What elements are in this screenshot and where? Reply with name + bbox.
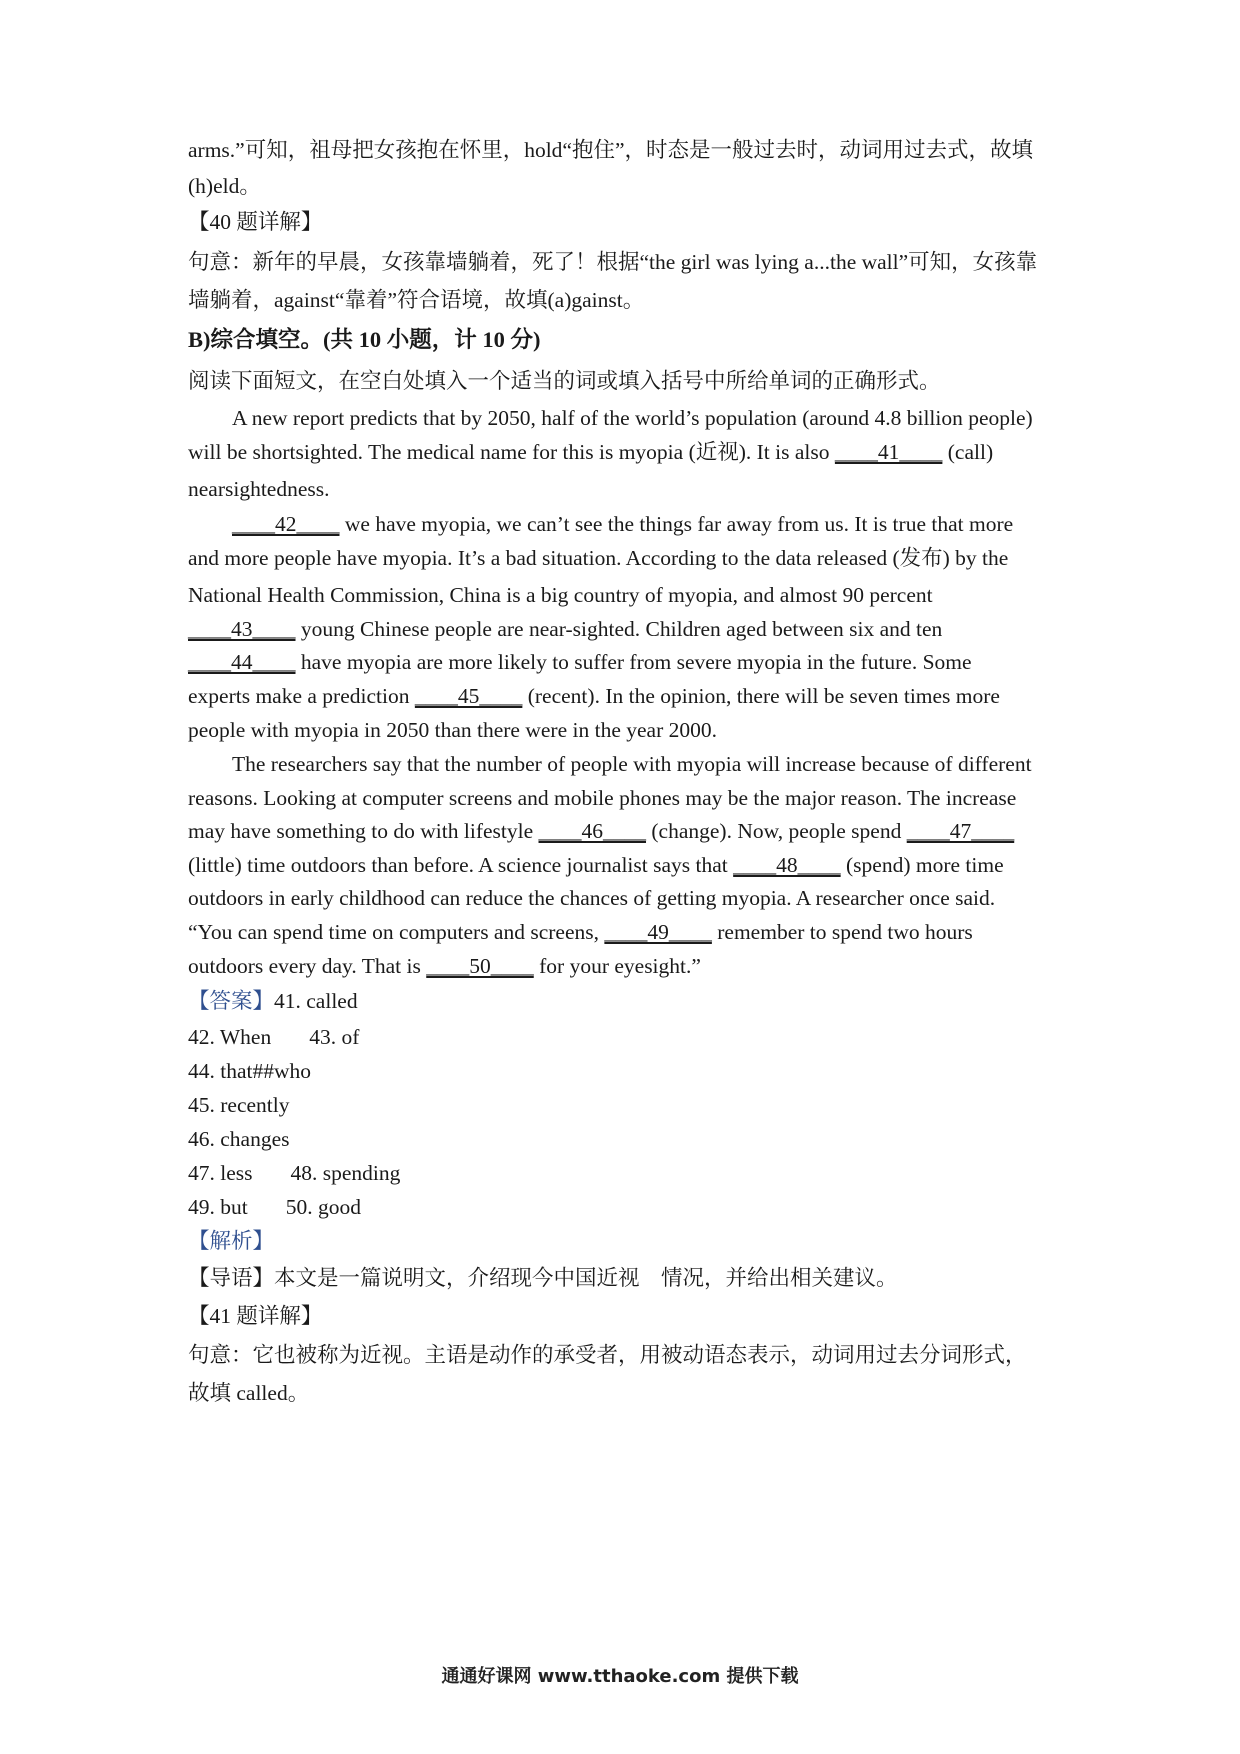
explanation-line: 故填 called。 xyxy=(188,1381,310,1405)
q41-heading: 【41 题详解】 xyxy=(188,1304,323,1328)
passage-line xyxy=(188,855,1004,877)
answer-label: 【答案】 xyxy=(188,989,275,1013)
passage-text: we have myopia, we can’t see the things far away from us. It is true that more xyxy=(339,512,1014,536)
answer-line xyxy=(188,991,358,1013)
passage-text: for your eyesight.” xyxy=(533,954,701,978)
passage-text: young Chinese people are near-sighted. Children aged between six and ten xyxy=(295,617,943,641)
answer-line xyxy=(188,1197,361,1219)
passage-line xyxy=(188,686,1000,708)
blank-47: ____47____ xyxy=(906,819,1015,843)
blank-50: ____50____ xyxy=(426,954,534,978)
passage-line: reasons. Looking at computer screens and mobile phones may be the major reason. The increase xyxy=(188,786,1017,810)
answer-item: 47. less xyxy=(188,1161,253,1185)
answer-item: 44. that##who xyxy=(188,1059,312,1083)
passage-text: (spend) more time xyxy=(840,853,1004,877)
passage-line: A new report predicts that by 2050, half of the world’s population (around 4.8 billion people) xyxy=(232,406,1033,430)
passage-text: remember to spend two hours xyxy=(711,920,973,944)
passage-text: experts make a prediction xyxy=(188,684,415,708)
answer-line xyxy=(188,1163,400,1185)
answer-line xyxy=(188,1027,359,1049)
explanation-line: 墙躺着，against“靠着”符合语境，故填(a)gainst。 xyxy=(188,288,645,312)
explanation-line: arms.”可知，祖母把女孩抱在怀里，hold“抱住”，时态是一般过去时，动词用过去式，故填 xyxy=(188,138,1034,162)
blank-44: ____44____ xyxy=(188,650,296,674)
passage-text: (change). Now, people spend xyxy=(646,819,907,843)
blank-49: ____49____ xyxy=(604,920,712,944)
passage-line xyxy=(188,442,993,464)
passage-text: will be shortsighted. The medical name for this is myopia (近视). It is also xyxy=(188,440,835,464)
blank-41: ____41____ xyxy=(834,440,943,464)
section-instruction: 阅读下面短文，在空白处填入一个适当的词或填入括号中所给单词的正确形式。 xyxy=(188,369,941,393)
answer-item: 45. recently xyxy=(188,1093,290,1117)
passage-text: outdoors every day. That is xyxy=(188,954,427,978)
explanation-line: (h)eld。 xyxy=(188,174,261,198)
section-title: B)综合填空。(共 10 小题，计 10 分) xyxy=(188,327,541,352)
passage-text: have myopia are more likely to suffer from severe myopia in the future. Some xyxy=(295,650,972,674)
passage-line xyxy=(188,619,942,641)
passage-text: (call) xyxy=(942,440,994,464)
explanation-line: 句意：它也被称为近视。主语是动作的承受者，用被动语态表示，动词用过去分词形式， xyxy=(188,1343,1027,1367)
blank-42: ____42____ xyxy=(232,512,340,536)
page-footer: 通通好课网 www.tthaoke.com 提供下载 xyxy=(441,1666,799,1687)
passage-line xyxy=(188,821,1014,843)
passage-line: people with myopia in 2050 than there were in the year 2000. xyxy=(188,718,717,742)
passage-line xyxy=(188,652,972,674)
passage-text: “You can spend time on computers and screens, xyxy=(188,920,605,944)
answer-item: 49. but xyxy=(188,1195,248,1219)
answer-item: 43. of xyxy=(309,1025,360,1049)
passage-text: may have something to do with lifestyle xyxy=(188,819,539,843)
passage-line: nearsightedness. xyxy=(188,477,330,501)
passage-text: (recent). In the opinion, there will be seven times more xyxy=(522,684,1000,708)
explanation-line: 句意：新年的早晨，女孩靠墙躺着，死了！根据“the girl was lying a...the wall”可知，女孩靠 xyxy=(188,250,1038,274)
passage-line: The researchers say that the number of people with myopia will increase because of different xyxy=(232,752,1032,776)
answer-item: 48. spending xyxy=(290,1161,401,1185)
passage-line: outdoors in early childhood can reduce the chances of getting myopia. A researcher once said. xyxy=(188,886,996,910)
guide-line: 【导语】本文是一篇说明文，介绍现今中国近视 情况，并给出相关建议。 xyxy=(188,1266,898,1290)
analysis-label: 【解析】 xyxy=(188,1229,275,1253)
passage-line xyxy=(188,956,701,978)
blank-43: ____43____ xyxy=(188,617,296,641)
blank-48: ____48____ xyxy=(733,853,841,877)
passage-line: National Health Commission, China is a big country of myopia, and almost 90 percent xyxy=(188,583,933,607)
answer-item: 50. good xyxy=(285,1195,361,1219)
passage-line: and more people have myopia. It’s a bad situation. According to the data released (发布) by the xyxy=(188,546,1009,570)
passage-line xyxy=(232,514,1013,536)
answer-item: 46. changes xyxy=(188,1127,290,1151)
blank-46: ____46____ xyxy=(538,819,647,843)
passage-text: (little) time outdoors than before. A science journalist says that xyxy=(188,853,734,877)
blank-45: ____45____ xyxy=(414,684,523,708)
answer-item: 41. called xyxy=(274,989,358,1013)
answer-item: 42. When xyxy=(188,1025,272,1049)
q40-heading: 【40 题详解】 xyxy=(188,210,323,234)
passage-line xyxy=(188,922,973,944)
